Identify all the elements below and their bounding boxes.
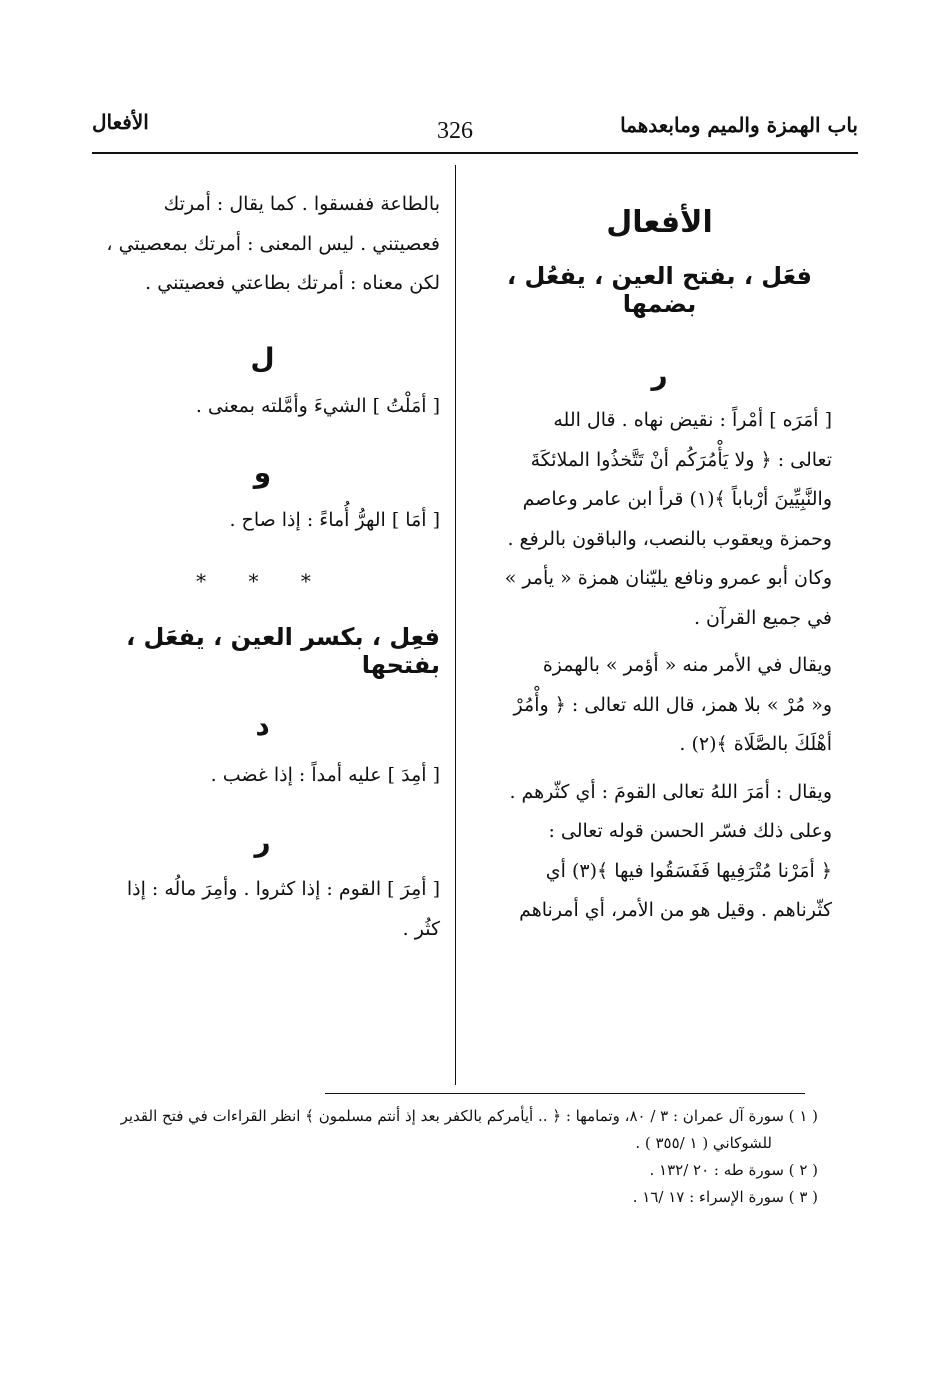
text-line: كثُر . <box>402 917 440 940</box>
footnote-1: ( ١ ) سورة آل عمران : ٣ / ٨٠، وتمامها : ﴿ .. أيأمركم بالكفر بعد إذ أنتم مسلمون ﴾ انظر القراءات في فتح القدير <box>120 1107 818 1125</box>
letter-heading-d: د <box>255 708 270 742</box>
column-divider <box>455 165 456 1085</box>
entry-amara <box>487 401 832 638</box>
letter-heading-l: ل <box>250 341 275 375</box>
footnote-rule <box>325 1093 805 1094</box>
text-line: وحمزة ويعقوب بالنصب، والباقون بالرفع . <box>507 527 832 550</box>
text-line: كثّرناهم . وقيل هو من الأمر، أي أمرناهم <box>519 899 832 921</box>
footnotes <box>78 1103 818 1211</box>
entry-ama: [ أمَا ] الهرُّ أُماءً : إذا صاح . <box>229 509 440 531</box>
text-line: و« مُرْ » بلا همز، قال الله تعالى : ﴿ وأْمُرْ <box>513 693 832 716</box>
text-line: وكان أبو عمرو ونافع يليّنان همزة « يأمر » <box>504 567 832 589</box>
letter-heading-r: ر <box>651 358 668 391</box>
text-line: في جميع القرآن . <box>693 606 832 629</box>
entry-amara-kaththara <box>487 773 832 931</box>
entry-amr-imperative <box>487 646 832 765</box>
footnote-2: ( ٢ ) سورة طه : ٢٠ /١٣٢ . <box>649 1161 818 1179</box>
footnote-3: ( ٣ ) سورة الإسراء : ١٧ /١٦ . <box>632 1188 818 1206</box>
section-title: الأفعال <box>606 205 713 240</box>
entry-amaltu: [ أمَلْتُ ] الشيءَ وأمَّلته بمعنى . <box>195 394 440 417</box>
text-line: بالطاعة ففسقوا . كما يقال : أمرتك <box>163 193 440 215</box>
text-line: أهْلَكَ بالصَّلَاة ﴾(٢) . <box>679 733 832 755</box>
text-line: [ أمَرَه ] أمْراً : نقيض نهاه . قال الله <box>553 409 832 431</box>
letter-heading-w: و <box>253 456 272 489</box>
header-rule <box>92 152 858 154</box>
text-line: فعصيتني . ليس المعنى : أمرتك بمعصيتي ، <box>106 232 440 255</box>
footnote-1-cont: للشوكاني ( ١ /٣٥٥ ) . <box>635 1134 772 1152</box>
page-number: 326 <box>437 118 473 144</box>
continuation-paragraph <box>85 185 440 304</box>
verb-pattern-heading: فعَل ، بفتح العين ، يفعُل ، بضمها <box>507 262 812 318</box>
text-line: وعلى ذلك فسّر الحسن قوله تعالى : <box>548 820 832 842</box>
entry-amira <box>85 870 440 949</box>
section-header: الأفعال <box>92 110 149 134</box>
text-line: ﴿ أمَرْنا مُتْرَفِيها فَفَسَقُوا فيها ﴾(٣) أي <box>545 859 832 882</box>
text-line: [ أمِرَ ] القوم : إذا كثروا . وأمِرَ مالُه : إذا <box>126 878 440 900</box>
verb-pattern-heading-2: فعِل ، بكسر العين ، يفعَل ، بفتحها <box>126 622 440 679</box>
text-line: ويقال في الأمر منه « أؤمر » بالهمزة <box>542 654 832 676</box>
text-line: لكن معناه : أمرتك بطاعتي فعصيتني . <box>145 272 440 294</box>
left-column <box>85 165 440 949</box>
text-line: والنَّبِيِّينَ أرْباباً ﴾(١) قرأ ابن عامر وعاصم <box>522 488 832 510</box>
section-separator: * * * <box>196 568 329 593</box>
text-line: تعالى : ﴿ ولا يَأْمُرَكُم أنْ تَتَّخذُوا الملائكَةَ <box>530 448 832 471</box>
chapter-header: باب الهمزة والميم ومابعدهما <box>620 113 858 137</box>
right-column <box>487 165 832 931</box>
entry-amida: [ أمِدَ ] عليه أمداً : إذا غضب . <box>210 763 440 786</box>
letter-heading-r2: ر <box>254 825 271 858</box>
text-line: ويقال : أمَرَ اللهُ تعالى القومَ : أي كثّرهم . <box>509 780 832 803</box>
